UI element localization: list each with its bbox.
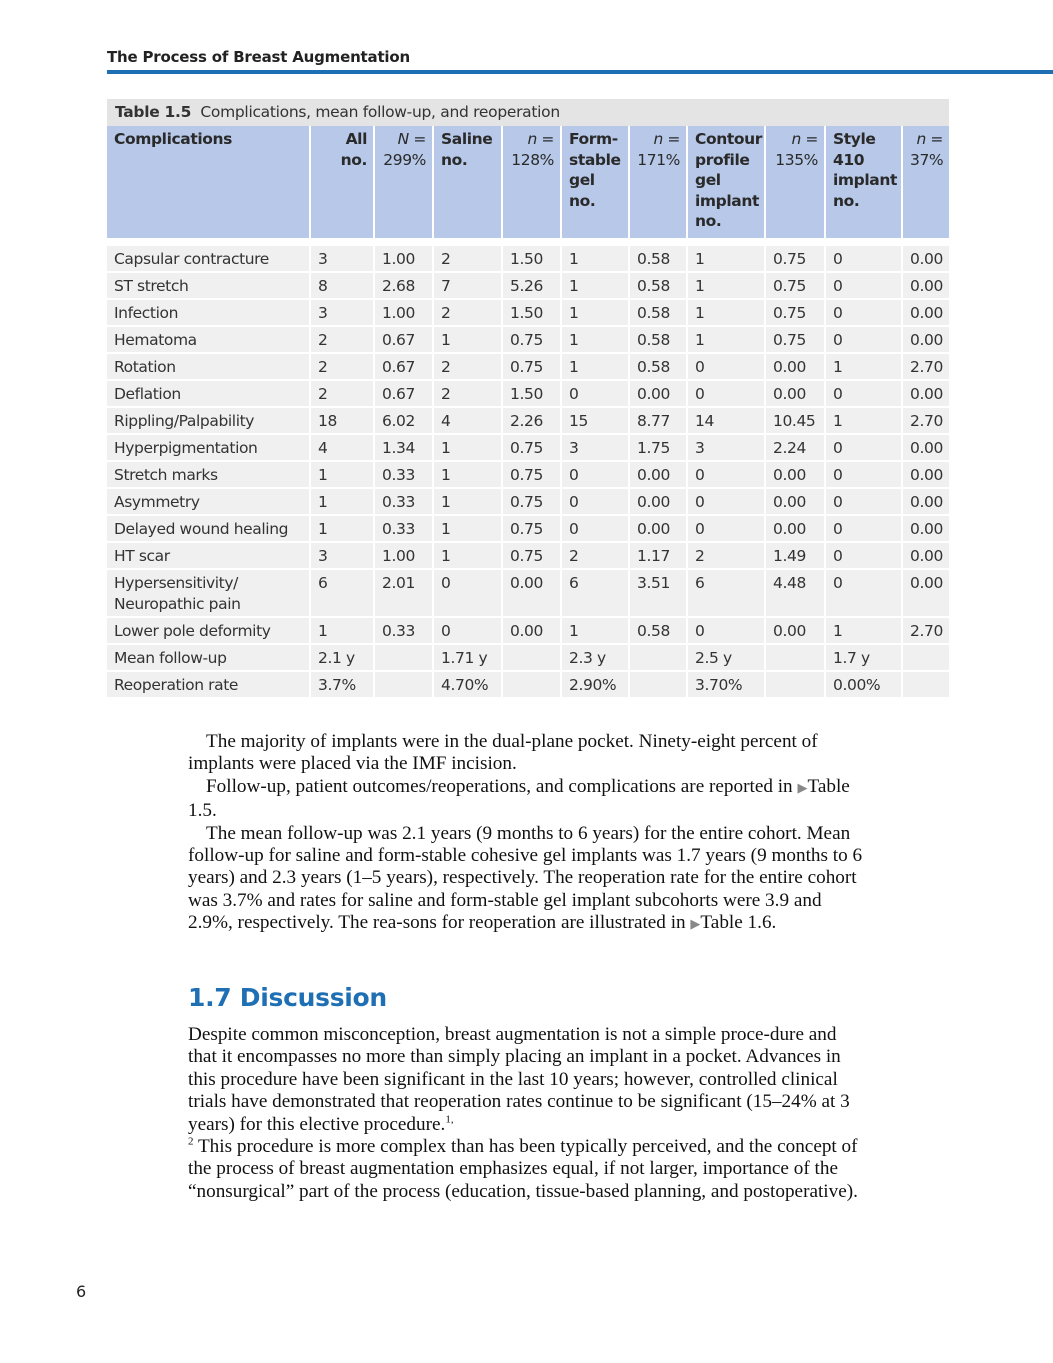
table-cell: 1 [826,354,903,381]
table-cell: 0.00 [903,516,949,543]
table-cell: 0 [826,489,903,516]
table-cell: 0.75 [503,543,562,570]
table-cell: 0.00 [903,300,949,327]
table-cell: 1 [434,516,503,543]
table-cell: 1 [311,489,375,516]
table-cell: 0.75 [766,300,826,327]
table-cell: 3.51 [630,570,688,618]
table-cell: 0.75 [503,354,562,381]
table-row [107,238,949,273]
table-cell: 0 [826,570,903,618]
table-row [107,462,949,489]
table-cell: 1.17 [630,543,688,570]
reference-superscript[interactable]: 1, [445,1113,454,1126]
table-cell: 10.45 [766,408,826,435]
table-cell: 2.24 [766,435,826,462]
table-cell: 0.00 [630,462,688,489]
table-cell: 0 [688,618,766,645]
table-cell: 3 [311,300,375,327]
table-cell: 1 [434,543,503,570]
table-cell: 2.1 y [311,645,375,672]
table-cell [375,645,434,672]
table-cell: 3 [562,435,630,462]
table-cell: 0.00 [766,516,826,543]
table-cell: 1 [434,327,503,354]
table-row [107,645,949,672]
table-cell: 1 [434,462,503,489]
table-cell: 0.33 [375,618,434,645]
table-cell [503,645,562,672]
table-cell: 7 [434,273,503,300]
table-cell: 1 [562,327,630,354]
table-cell: 0.00 [903,327,949,354]
table-cell: 0.00 [630,489,688,516]
table-cell: 2.70 [903,618,949,645]
table-cell: 0.67 [375,354,434,381]
table-cell: 2.01 [375,570,434,618]
table-cell: 1 [826,618,903,645]
triangle-icon: ▶ [797,780,808,796]
table-cell: 1.00 [375,543,434,570]
table-cell: 0 [826,300,903,327]
table-cell: 0.75 [503,435,562,462]
table-header-cell: n = 135% [766,126,826,238]
table-row [107,354,949,381]
table-row [107,618,949,645]
table-cell [766,672,826,699]
table-cell: 0.75 [766,238,826,273]
table-cell: 6 [562,570,630,618]
table-cell: 0.00 [903,570,949,618]
table-cell: 0 [562,381,630,408]
table-cell: 0.00 [503,570,562,618]
table-row [107,300,949,327]
table-cell: 0.00 [903,238,949,273]
table-cell: 0 [688,381,766,408]
table-cell: 2.90% [562,672,630,699]
table-cell: 2 [311,327,375,354]
table-cell: 2 [562,543,630,570]
row-label-cell: Hematoma [107,327,311,354]
table-cell: 5.26 [503,273,562,300]
discussion-text-1: Despite common misconception, breast augmentation is not a simple proce-dure and that it encompasses no more than simply placing an implant in a pocket. Advances in this procedure have been significant in the last 10 years; however, controlled clinical trials have demonstrated that reoperation rates continue to be significant (15–24% at 3 years) for this elective procedure. [188,1024,850,1135]
header-rule [107,70,1053,74]
table-cell: 0 [562,489,630,516]
page-number: 6 [76,1282,87,1301]
table-cell: 1.00 [375,300,434,327]
table-cell: 0 [562,516,630,543]
table-cell: 0.00 [766,489,826,516]
table-cell: 1.50 [503,300,562,327]
paragraph-2-end: . [211,800,217,822]
table-cell: 0 [688,516,766,543]
discussion-paragraph [188,1024,868,1203]
table-cell: 1 [434,489,503,516]
table-cell: 18 [311,408,375,435]
table-cell: 3 [311,238,375,273]
table-cell: 0.00 [630,516,688,543]
complications-table [107,99,949,699]
table-cell: 1 [562,354,630,381]
table-cell: 0.00 [903,273,949,300]
table-cell: 2 [311,354,375,381]
table-cell: 3 [688,435,766,462]
table-cell: 2 [688,543,766,570]
table-cell: 2.26 [503,408,562,435]
table-row [107,516,949,543]
table-caption [107,99,949,126]
paragraph-2-text: Follow-up, patient outcomes/reoperations, and complications are reported in [206,775,798,797]
table-cell: 1.00 [375,238,434,273]
table-cell: 0 [826,516,903,543]
table-cell: 0 [688,489,766,516]
table-cell: 0.58 [630,300,688,327]
table-cell: 14 [688,408,766,435]
table-cell: 0 [826,435,903,462]
table-cell: 0.75 [503,462,562,489]
table-cell: 0 [434,570,503,618]
table-row [107,570,949,618]
table-cell: 1.50 [503,381,562,408]
table-cell [503,672,562,699]
paragraph-3-end: . [771,912,777,934]
row-label-cell: Rippling/Palpability [107,408,311,435]
table-cell: 0.00 [903,435,949,462]
table-cell: 2.5 y [688,645,766,672]
table-cell [375,672,434,699]
table-caption-text: Complications, mean follow-up, and reoperation [200,103,560,121]
paragraph-1: The majority of implants were in the dual-plane pocket. Ninety-eight percent of implants were placed via the IMF incision. [188,731,818,775]
table-cell: 3.7% [311,672,375,699]
table-header-cell: n = 171% [630,126,688,238]
table-header-cell: Form-stable gel no. [562,126,630,238]
table-row [107,381,949,408]
table-header-cell: All no. [311,126,375,238]
paragraph-2 [188,776,868,823]
table-cell: 0.75 [766,327,826,354]
table-cell: 0.58 [630,238,688,273]
table-cell: 0.00 [630,381,688,408]
row-label-cell: Rotation [107,354,311,381]
table-cell [903,645,949,672]
table-row [107,327,949,354]
row-label-cell: Hyperpigmentation [107,435,311,462]
table-cell: 0 [826,327,903,354]
reference-superscript[interactable]: 2 [188,1135,194,1148]
table-cell: 0.58 [630,327,688,354]
table-cell: 2.70 [903,354,949,381]
table-body [107,238,949,699]
table-row [107,435,949,462]
table-cell: 4.48 [766,570,826,618]
table-cell: 0.75 [503,489,562,516]
table-cell: 0.75 [503,516,562,543]
running-head: The Process of Breast Augmentation [107,48,410,66]
table-cell: 0.58 [630,273,688,300]
table-header-cell: Contour profile gel implant no. [688,126,766,238]
data-table [107,126,949,699]
row-label-cell: Lower pole deformity [107,618,311,645]
table-cell: 1 [562,618,630,645]
table-cell: 0.58 [630,618,688,645]
row-label-cell: Stretch marks [107,462,311,489]
table-cell: 0.00% [826,672,903,699]
table-cell: 0 [826,381,903,408]
table-header-cell: Saline no. [434,126,503,238]
table-cell: 1.34 [375,435,434,462]
table-cell: 6 [311,570,375,618]
table-cell: 1 [311,618,375,645]
table-cell: 1.7 y [826,645,903,672]
paragraph-3 [188,823,868,937]
table-cell: 0.00 [766,462,826,489]
table-cell: 0.00 [903,543,949,570]
table-cell: 0.00 [503,618,562,645]
table-cell: 1 [311,462,375,489]
table-row [107,489,949,516]
table-row [107,672,949,699]
row-label-cell: Hypersensitivity/ Neuropathic pain [107,570,311,618]
table-cell: 0 [688,462,766,489]
table-cell: 0.67 [375,327,434,354]
table-cell [903,672,949,699]
table-header-cell: N = 299% [375,126,434,238]
row-label-cell: Mean follow-up [107,645,311,672]
section-heading: 1.7 Discussion [188,983,387,1012]
discussion-text [188,1024,868,1203]
table-cell: 0.33 [375,462,434,489]
table-cell: 3.70% [688,672,766,699]
table-cell: 6.02 [375,408,434,435]
table-cell: 4.70% [434,672,503,699]
table-cell: 0.00 [766,354,826,381]
table-cell: 6 [688,570,766,618]
table-cell: 2 [434,238,503,273]
table-cell: 1 [826,408,903,435]
table-cell: 0.00 [766,381,826,408]
table-cell: 1 [688,238,766,273]
table-cell: 0 [826,543,903,570]
discussion-text-2: This procedure is more complex than has been typically perceived, and the concept of the process of breast augmentation emphasizes equal, if not larger, importance of the “nonsurgical” part of the process (education, tissue-based planning, and postoperative). [188,1136,858,1202]
table-cell: 0.75 [766,273,826,300]
row-label-cell: Reoperation rate [107,672,311,699]
table-cell: 1.50 [503,238,562,273]
row-label-cell: HT scar [107,543,311,570]
table-cell: 2.70 [903,408,949,435]
row-label-cell: Capsular contracture [107,238,311,273]
table-cell: 0.58 [630,354,688,381]
table-cell: 0 [434,618,503,645]
table-cell: 2 [434,381,503,408]
table-cell: 2 [434,300,503,327]
table-cell: 0.00 [903,381,949,408]
table-cell: 8.77 [630,408,688,435]
table-cell: 0.75 [503,327,562,354]
row-label-cell: Delayed wound healing [107,516,311,543]
triangle-icon: ▶ [690,917,701,933]
table-cell: 1.49 [766,543,826,570]
table-cell: 0 [826,238,903,273]
table-label: Table 1.5 [115,103,192,121]
table-cell: 0.67 [375,381,434,408]
table-1-5-link[interactable]: Table 1.5 [188,775,850,822]
table-header-row [107,126,949,238]
table-header-cell: n = 128% [503,126,562,238]
table-cell: 0 [826,462,903,489]
table-cell: 1 [688,273,766,300]
table-cell: 0.33 [375,489,434,516]
row-label-cell: Infection [107,300,311,327]
table-cell: 1.75 [630,435,688,462]
table-row [107,408,949,435]
table-cell: 1 [688,327,766,354]
paragraph-3-text: The mean follow-up was 2.1 years (9 months to 6 years) for the entire cohort. Mean follow-up for saline and form-stable cohesive gel implants was 1.7 years (9 months to 6 years) and 2.3 years (1–5 years), respectively. The reoperation rate for the entire cohort was 3.7% and rates for saline and form-stable gel implant subcohorts were 3.9 and 2.9%, respectively. The rea-sons for reoperation are illustrated in [188,822,863,934]
table-cell: 8 [311,273,375,300]
table-1-6-link[interactable]: Table 1.6 [700,912,772,934]
table-cell: 0 [688,354,766,381]
table-cell: 0.33 [375,516,434,543]
table-cell: 0.00 [903,489,949,516]
table-cell: 3 [311,543,375,570]
table-cell: 0 [826,273,903,300]
table-cell: 15 [562,408,630,435]
row-label-cell: ST stretch [107,273,311,300]
table-cell: 0.00 [766,618,826,645]
table-cell: 1 [562,273,630,300]
table-header-cell: n = 37% [903,126,949,238]
table-cell: 1 [562,300,630,327]
table-cell: 0 [562,462,630,489]
row-label-cell: Deflation [107,381,311,408]
table-cell: 1.71 y [434,645,503,672]
table-cell: 2.68 [375,273,434,300]
table-cell: 1 [434,435,503,462]
table-cell: 0.00 [903,462,949,489]
table-cell: 2.3 y [562,645,630,672]
results-text [188,731,868,937]
table-cell: 1 [311,516,375,543]
row-label-cell: Asymmetry [107,489,311,516]
table-cell: 1 [562,238,630,273]
table-cell: 1 [688,300,766,327]
table-cell: 4 [311,435,375,462]
table-row [107,543,949,570]
table-cell: 2 [311,381,375,408]
table-cell: 4 [434,408,503,435]
table-cell [630,672,688,699]
table-header-cell: Complications [107,126,311,238]
table-row [107,273,949,300]
table-cell [766,645,826,672]
table-cell: 2 [434,354,503,381]
table-cell [630,645,688,672]
table-header-cell: Style 410 implant no. [826,126,903,238]
